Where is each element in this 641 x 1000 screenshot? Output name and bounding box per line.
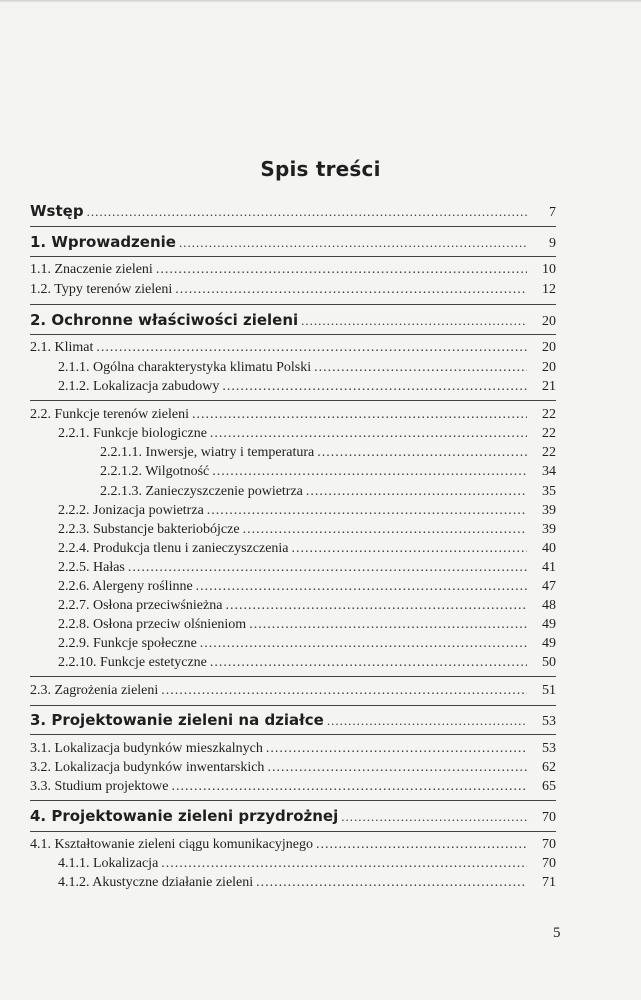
toc-leader-dots <box>96 340 527 356</box>
toc-leader-dots <box>249 617 527 633</box>
page-number: 5 <box>553 925 561 941</box>
toc-leader-dots <box>196 579 527 595</box>
divider <box>30 705 556 706</box>
toc-entry <box>30 741 556 757</box>
toc-entry-page: 34 <box>542 464 556 479</box>
toc-entry-label: 2.1.2. Lokalizacja zabudowy <box>58 379 220 394</box>
toc-entry <box>58 617 556 633</box>
toc-entry-chapter <box>30 311 556 330</box>
toc-entry-label: 2.2.1. Funkcje biologiczne <box>58 426 207 441</box>
toc-entry-page: 20 <box>542 360 556 375</box>
toc-entry <box>58 503 556 519</box>
toc-entry <box>30 760 556 776</box>
toc-entry <box>30 837 556 853</box>
toc-leader-dots <box>327 713 527 729</box>
toc-entry-label: 3. Projektowanie zieleni na działce <box>30 711 324 729</box>
divider <box>30 676 556 677</box>
toc-entry-page: 39 <box>542 522 556 537</box>
toc-entry-label: 4.1.1. Lokalizacja <box>58 856 159 871</box>
toc-entry-chapter <box>30 807 556 826</box>
toc-entry <box>100 464 556 480</box>
toc-leader-dots <box>171 779 527 795</box>
divider <box>30 400 556 401</box>
toc-entry-page: 53 <box>542 741 556 756</box>
toc-entry-label: 4. Projektowanie zieleni przydrożnej <box>30 807 339 825</box>
toc-entry-page: 51 <box>542 683 556 698</box>
toc-entry-page: 20 <box>542 314 556 329</box>
toc-entry-page: 39 <box>542 503 556 518</box>
toc-entry <box>58 655 556 671</box>
toc-entry-page: 47 <box>542 579 556 594</box>
toc-leader-dots <box>256 875 527 891</box>
toc-leader-dots <box>306 484 527 500</box>
toc-entry <box>30 282 556 298</box>
toc-entry <box>58 598 556 614</box>
toc-entry <box>100 484 556 500</box>
toc-leader-dots <box>207 503 527 519</box>
divider <box>30 226 556 227</box>
toc-leader-dots <box>292 541 527 557</box>
toc-entry-label: 2.2.1.2. Wilgotność <box>100 464 210 479</box>
toc-entry <box>58 522 556 538</box>
toc-entry-page: 62 <box>542 760 556 775</box>
toc-entry-chapter <box>30 711 556 730</box>
toc-entry-label: 4.1.2. Akustyczne działanie zieleni <box>58 875 254 890</box>
toc-leader-dots <box>179 235 527 251</box>
toc-entry-label: 2.2.10. Funkcje estetyczne <box>58 655 207 670</box>
divider <box>30 304 556 305</box>
toc-entry-page: 70 <box>542 810 556 825</box>
toc-leader-dots <box>267 760 527 776</box>
toc-entry-label: 3.1. Lokalizacja budynków mieszkalnych <box>30 741 263 756</box>
toc-entry-page: 22 <box>542 407 556 422</box>
page-title: Spis treści <box>260 157 381 181</box>
toc-entry <box>58 560 556 576</box>
toc-entry <box>58 426 556 442</box>
toc-entry-label: 2.2.7. Osłona przeciwśnieżna <box>58 598 223 613</box>
toc-entry-page: 9 <box>549 236 556 251</box>
toc-leader-dots <box>222 379 527 395</box>
toc-entry-page: 35 <box>542 484 556 499</box>
divider <box>30 734 556 735</box>
toc-entry-label: 3.2. Lokalizacja budynków inwentarskich <box>30 760 265 775</box>
toc-entry-page: 70 <box>542 856 556 871</box>
toc-entry-page: 53 <box>542 714 556 729</box>
toc-entry-label: 2.2.4. Produkcja tlenu i zanieczyszczenia <box>58 541 289 556</box>
toc-entry-label: 2.1.1. Ogólna charakterystyka klimatu Polski <box>58 360 312 375</box>
divider <box>30 831 556 832</box>
toc-leader-dots <box>316 837 527 853</box>
toc-leader-dots <box>266 741 527 757</box>
toc-leader-dots <box>192 407 527 423</box>
toc-entry-page: 21 <box>542 379 556 394</box>
toc-entry <box>100 445 556 461</box>
toc-entry-label: 1. Wprowadzenie <box>30 233 176 251</box>
toc-entry-page: 48 <box>542 598 556 613</box>
toc-entry-label: 2.3. Zagrożenia zieleni <box>30 683 159 698</box>
toc-entry-page: 49 <box>542 617 556 632</box>
toc-entry-label: 4.1. Kształtowanie zieleni ciągu komunikacyjnego <box>30 837 314 852</box>
toc-entry-page: 22 <box>542 426 556 441</box>
toc-entry <box>30 779 556 795</box>
toc-leader-dots <box>210 426 527 442</box>
toc-entry-page: 65 <box>542 779 556 794</box>
page-top-edge <box>0 0 641 3</box>
toc-entry-page: 49 <box>542 636 556 651</box>
toc-leader-dots <box>317 445 527 461</box>
toc-entry <box>58 875 556 891</box>
toc-entry-label: 2.2.1.3. Zanieczyszczenie powietrza <box>100 484 303 499</box>
toc-entry-page: 40 <box>542 541 556 556</box>
toc-leader-dots <box>212 464 527 480</box>
toc-entry <box>58 360 556 376</box>
toc-entry-label: Wstęp <box>30 202 84 220</box>
toc-entry <box>30 683 556 699</box>
toc-entry-chapter <box>30 233 556 252</box>
toc-entry-label: 2. Ochronne właściwości zieleni <box>30 311 299 329</box>
toc-leader-dots <box>128 560 527 576</box>
toc-entry <box>58 856 556 872</box>
toc-entry-page: 12 <box>542 282 556 297</box>
divider <box>30 800 556 801</box>
toc-entry-page: 20 <box>542 340 556 355</box>
toc-entry <box>30 340 556 356</box>
toc-leader-dots <box>200 636 527 652</box>
divider <box>30 334 556 335</box>
toc-entry-label: 2.2.1.1. Inwersje, wiatry i temperatura <box>100 445 315 460</box>
toc-entry-label: 2.2.5. Hałas <box>58 560 125 575</box>
toc-leader-dots <box>225 598 527 614</box>
toc-entry-page: 41 <box>542 560 556 575</box>
toc-leader-dots <box>341 809 527 825</box>
toc-leader-dots <box>156 262 527 278</box>
toc-entry-label: 2.2.2. Jonizacja powietrza <box>58 503 204 518</box>
toc-leader-dots <box>161 683 527 699</box>
toc-entry-page: 70 <box>542 837 556 852</box>
toc-entry-label: 1.2. Typy terenów zieleni <box>30 282 173 297</box>
toc-leader-dots <box>301 313 527 329</box>
toc-leader-dots <box>210 655 527 671</box>
toc-entry-label: 2.2.3. Substancje bakteriobójcze <box>58 522 240 537</box>
toc-entry-page: 50 <box>542 655 556 670</box>
toc-entry <box>30 407 556 423</box>
toc-entry-label: 3.3. Studium projektowe <box>30 779 169 794</box>
toc-entry-page: 7 <box>549 205 556 220</box>
toc-entry-label: 2.2.6. Alergeny roślinne <box>58 579 193 594</box>
toc-entry-chapter <box>30 202 556 221</box>
toc-entry <box>58 579 556 595</box>
toc-entry-page: 22 <box>542 445 556 460</box>
toc-leader-dots <box>314 360 527 376</box>
toc-leader-dots <box>243 522 527 538</box>
toc-leader-dots <box>175 282 527 298</box>
toc-entry <box>30 262 556 278</box>
toc-entry-page: 10 <box>542 262 556 277</box>
toc-entry <box>58 636 556 652</box>
toc-entry-label: 2.1. Klimat <box>30 340 94 355</box>
toc-entry-label: 2.2.8. Osłona przeciw olśnieniom <box>58 617 247 632</box>
toc-entry-label: 2.2. Funkcje terenów zieleni <box>30 407 190 422</box>
toc-entry <box>58 379 556 395</box>
toc-entry <box>58 541 556 557</box>
toc-entry-label: 1.1. Znaczenie zieleni <box>30 262 153 277</box>
toc-entry-label: 2.2.9. Funkcje społeczne <box>58 636 197 651</box>
divider <box>30 256 556 257</box>
toc-leader-dots <box>161 856 527 872</box>
toc-entry-page: 71 <box>542 875 556 890</box>
toc-leader-dots <box>87 204 527 220</box>
